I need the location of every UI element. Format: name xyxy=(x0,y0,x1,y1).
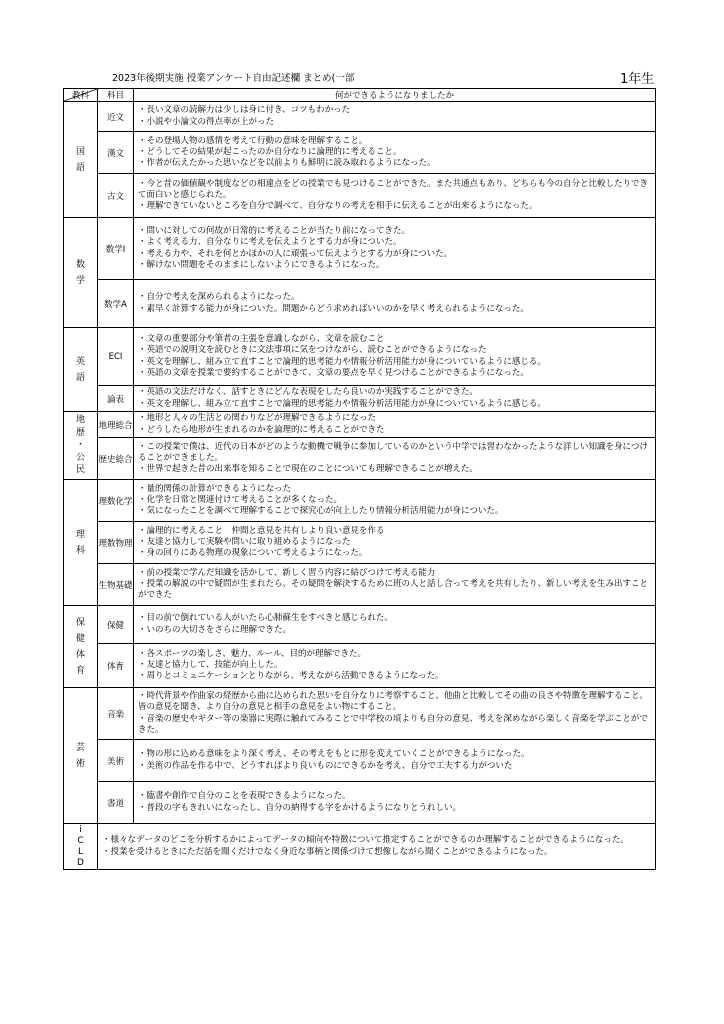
table-row xyxy=(64,132,656,174)
comment-cell: ・今と昔の価値観や制度などの相違点をどの授業でも見つけることができた。また共通点もあり、どちらも今の自分と比較したりできて面白いと感じられた。 ・理解できていないところを自分で調べて、自分なりの考えを相手に伝えることが出来るようになった。 xyxy=(134,174,656,218)
table-row xyxy=(64,102,656,132)
table-row xyxy=(64,280,656,328)
comment-cell: ・その登場人物の感情を考えて行動の意味を理解すること。 ・どうしてその結果が起こったのか自分なりに論理的に考えること。 ・作者が伝えたかった思いなどを以前よりも鮮明に読み取れるようになった。 xyxy=(134,132,656,174)
header-content: 何ができるようになりましたか xyxy=(134,89,656,102)
table-header-row xyxy=(64,89,656,102)
subject-name: 生物基礎 xyxy=(98,564,134,606)
subject-group-kokugo: 国 語 xyxy=(64,102,98,218)
table-row xyxy=(64,386,656,412)
table-row xyxy=(64,218,656,280)
comment-cell: ・地形と人々の生活との関わりなどが理解できるようになった ・どうしたら地形が生まれるのかを論理的に考えることができた xyxy=(134,412,656,438)
subject-name: 数学Ⅰ xyxy=(98,218,134,280)
subject-name: 数学A xyxy=(98,280,134,328)
subject-name: 近文 xyxy=(98,102,134,132)
table-row xyxy=(64,740,656,782)
comment-cell: ・時代背景や作曲家の経歴から曲に込められた思いを自分なりに考察すること。他曲と比較してその曲の良さや特徴を理解すること。皆の意見を聞き、より自分の意見と相手の意見をよい物にすること。 ・音楽の歴史やギター等の楽器に実際に触れてみることで中学校の頃よりも自分の意見、考えを深めながら楽しく音楽を学ぶことができた。 xyxy=(134,688,656,740)
comment-cell: ・この授業で僕は、近代の日本がどのような動機で戦争に参加しているのかという中学では習わなかったような詳しい知識を身につけることができました。 ・世界で起きた昔の出来事を知ることで現在のことについても理解できることが増えた。 xyxy=(134,438,656,480)
subject-group-rika: 理 科 xyxy=(64,480,98,606)
document-title: 2023年後期実施 授業アンケート自由記述欄 まとめ(一部 xyxy=(112,73,355,84)
comment-cell: ・臨書や創作で自分のことを表現できるようになった。 ・普段の字もきれいになったし、自分の納得する字をかけるようになりとうれしい。 xyxy=(134,782,656,824)
comment-cell: ・問いに対しての何故が日常的に考えることが当たり前になってきた。 ・よく考える力、自分なりに考えを伝えようとする力が身についた。 ・考える力や、それを何とかほかの人に頑張って伝えようとする力が身についた。 ・解けない問題をそのままにしないようにできるようになった。 xyxy=(134,218,656,280)
comment-cell: ・各スポーツの楽しさ、魅力、ルール、目的が理解できた。 ・友達と協力して、技能が向上した。 ・周りとコミュニケーションとりながら、考えながら活動できるようになった。 xyxy=(134,644,656,688)
table-row xyxy=(64,644,656,688)
subject-name: 歴史総合 xyxy=(98,438,134,480)
subject-name: 漢文 xyxy=(98,132,134,174)
header-kyoka xyxy=(64,89,98,102)
subject-name: 地理総合 xyxy=(98,412,134,438)
subject-name: 理数化学 xyxy=(98,480,134,522)
subject-name: 論表 xyxy=(98,386,134,412)
survey-table xyxy=(63,88,656,870)
comment-cell: ・英語の文法だけなく、話すときにどんな表現をしたら良いのか実践することができた。 ・英文を理解し、組み立て直すことで論理的思考能力や情報分析活用能力が身についているように感じる。 xyxy=(134,386,656,412)
table-row xyxy=(64,174,656,218)
header-kyoka-label: 教科 xyxy=(71,91,89,101)
grade-label: 1年生 xyxy=(620,72,655,87)
comment-cell: ・物の形に込める意味をより深く考え、その考えをもとに形を変えていくことができるようになった。 ・美術の作品を作る中で、どうすればより良いものにできるかを考え、自分で工夫する力がついた xyxy=(134,740,656,782)
subject-group-geijutsu: 芸 術 xyxy=(64,688,98,824)
table-row xyxy=(64,688,656,740)
subject-group-eigo: 英 語 xyxy=(64,328,98,412)
comment-cell: ・文章の重要部分や筆者の主張を意識しながら、文章を読むこと ・英語での説明文を読むときに文法事項に気をつけながら、読むことができるようになった ・英文を理解し、組み立て直すことで論理的思考能力や情報分析活用能力が身についているように感じる。 ・英語の文章を授業で要約することができて、文章の要点を早く見つけることができるようになった。 xyxy=(134,328,656,386)
subject-name: ECI xyxy=(98,328,134,386)
header-kamoku: 科目 xyxy=(98,89,134,102)
subject-name: 音楽 xyxy=(98,688,134,740)
subject-name: 書道 xyxy=(98,782,134,824)
subject-group-chireki: 地 歴 ・ 公 民 xyxy=(64,412,98,480)
table-row xyxy=(64,824,656,870)
table-row xyxy=(64,606,656,644)
table-row xyxy=(64,782,656,824)
comment-cell: ・前の授業で学んだ知識を活かして、新しく習う内容に結びつけて考える能力 ・授業の解説の中で疑問が生まれたら、その疑問を解決するために班の人と話し合って考えを共有したり、新しい考えを生み出すことができた xyxy=(134,564,656,606)
table-row xyxy=(64,480,656,522)
comment-cell: ・様々なデータのどこを分析するかによってデータの傾向や特徴について推定することができるのか理解することができるようになった。 ・授業を受けるときにただ話を聞くだけでなく身近な事柄と関係づけて想像しながら聞くことができるようになった。 xyxy=(98,824,656,870)
table-row xyxy=(64,564,656,606)
table-row xyxy=(64,438,656,480)
subject-group-hoken: 保 健 体 育 xyxy=(64,606,98,688)
subject-name: 体育 xyxy=(98,644,134,688)
table-row xyxy=(64,412,656,438)
comment-cell: ・自分で考えを深められるようになった。 ・素早く計算する能力が身についた。問題からどう求めればいいのかを早く考えられるようになった。 xyxy=(134,280,656,328)
table-row xyxy=(64,328,656,386)
subject-name: 理数物理 xyxy=(98,522,134,564)
comment-cell: ・論理的に考えること 仲間と意見を共有しより良い意見を作る ・友達と協力して実験や問いに取り組めるようになった ・身の回りにある物理の現象について考えるようになった。 xyxy=(134,522,656,564)
comment-cell: ・目の前で倒れている人がいたら心肺蘇生をすべきと感じられた。 ・いのちの大切さをさらに理解できた。 xyxy=(134,606,656,644)
subject-name: 保健 xyxy=(98,606,134,644)
comment-cell: ・量的関係の計算ができるようになった ・化学を日常と関連付けて考えることが多くなった。 ・気になったことを調べて理解することで探究心が向上したり情報分析活用能力が身についた。 xyxy=(134,480,656,522)
subject-name: 美術 xyxy=(98,740,134,782)
subject-group-icld: i C L D xyxy=(64,824,98,870)
subject-group-sugaku: 数 学 xyxy=(64,218,98,328)
subject-name: 古文 xyxy=(98,174,134,218)
table-row xyxy=(64,522,656,564)
comment-cell: ・長い文章の読解力は少しは身に付き、コツもわかった ・小説や小論文の得点率が上がった xyxy=(134,102,656,132)
